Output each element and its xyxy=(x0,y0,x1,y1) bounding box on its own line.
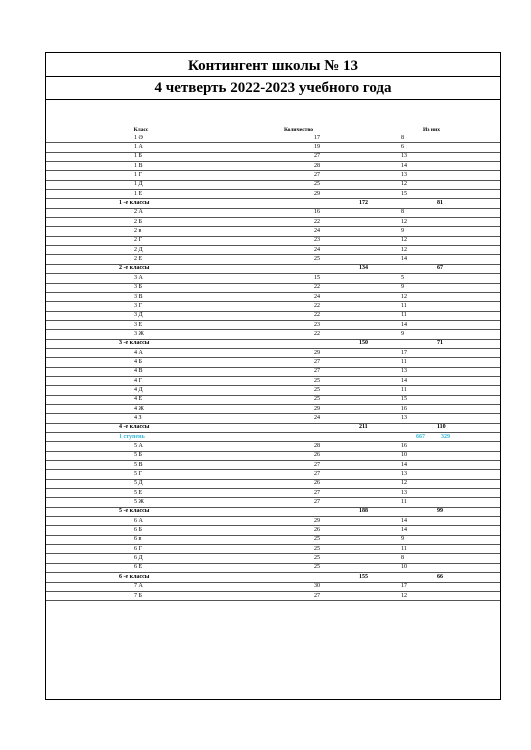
class-cell: 4 -е классы xyxy=(46,423,236,432)
count-cell: 16 xyxy=(236,208,361,217)
class-cell: 4 Б xyxy=(46,358,236,367)
table-row xyxy=(46,162,501,171)
class-cell: 4 Е xyxy=(46,395,236,404)
of-them-cell: 11 xyxy=(361,386,501,395)
count-cell: 27 xyxy=(236,591,361,600)
table-row xyxy=(46,554,501,563)
class-cell: 6 Г xyxy=(46,545,236,554)
header-count: Количество xyxy=(283,127,314,133)
count-cell: 27 xyxy=(236,498,361,507)
of-them-cell: 10 xyxy=(361,451,501,460)
of-them-cell: 12 xyxy=(361,180,501,189)
document-sheet xyxy=(45,52,501,700)
class-cell: 1 В xyxy=(46,162,236,171)
of-them-cell: 14 xyxy=(361,255,501,264)
table-header-row xyxy=(46,126,501,134)
of-them-cell: 17 xyxy=(361,582,501,591)
table-row xyxy=(46,152,501,161)
of-them-cell: 13 xyxy=(361,152,501,161)
count-cell: 23 xyxy=(236,236,361,245)
of-them-cell: 8 xyxy=(361,554,501,563)
table-row xyxy=(46,414,501,423)
class-cell: 1 Г xyxy=(46,171,236,180)
count-cell: 26 xyxy=(236,479,361,488)
of-them-cell: 12 xyxy=(361,292,501,301)
subtotal-row xyxy=(46,423,501,432)
of-them-cell: 12 xyxy=(361,236,501,245)
class-cell: 3 Ж xyxy=(46,330,236,339)
of-them-cell: 329 xyxy=(361,433,501,442)
of-them-cell: 67 xyxy=(361,264,501,273)
of-them-cell: 9 xyxy=(361,227,501,236)
class-cell: 5 В xyxy=(46,461,236,470)
class-cell: 1 Д xyxy=(46,180,236,189)
subtotal-row xyxy=(46,199,501,208)
of-them-cell: 99 xyxy=(361,507,501,516)
of-them-cell: 15 xyxy=(361,190,501,199)
of-them-cell: 81 xyxy=(361,199,501,208)
of-them-cell: 16 xyxy=(361,442,501,451)
class-cell: 1 А xyxy=(46,143,236,152)
count-cell: 24 xyxy=(236,227,361,236)
table-row xyxy=(46,180,501,189)
table-row xyxy=(46,283,501,292)
table-row xyxy=(46,451,501,460)
table-row xyxy=(46,255,501,264)
class-cell: 6 А xyxy=(46,517,236,526)
of-them-cell: 12 xyxy=(361,246,501,255)
count-cell: 19 xyxy=(236,143,361,152)
table-row xyxy=(46,208,501,217)
of-them-cell: 8 xyxy=(361,134,501,143)
of-them-cell: 12 xyxy=(361,479,501,488)
count-cell: 29 xyxy=(236,348,361,357)
of-them-cell: 14 xyxy=(361,376,501,385)
class-cell: 6 в xyxy=(46,535,236,544)
table-row xyxy=(46,517,501,526)
of-them-cell: 13 xyxy=(361,470,501,479)
count-cell: 27 xyxy=(236,461,361,470)
count-cell: 17 xyxy=(236,134,361,143)
count-cell: 188 xyxy=(236,507,361,516)
class-cell: 6 Б xyxy=(46,526,236,535)
header-class: Класс xyxy=(133,127,149,133)
count-cell: 25 xyxy=(236,545,361,554)
table-row xyxy=(46,236,501,245)
of-them-cell: 110 xyxy=(361,423,501,432)
table-row xyxy=(46,311,501,320)
document-title: Контингент школы № 13 xyxy=(187,58,359,74)
class-cell: 6 -е классы xyxy=(46,573,236,582)
class-cell: 5 Ж xyxy=(46,498,236,507)
class-cell: 4 А xyxy=(46,348,236,357)
table-row xyxy=(46,395,501,404)
of-them-cell: 13 xyxy=(361,367,501,376)
class-cell: 3 А xyxy=(46,274,236,283)
count-cell: 25 xyxy=(236,255,361,264)
count-cell: 28 xyxy=(236,442,361,451)
of-them-cell: 9 xyxy=(361,535,501,544)
class-cell: 2 Е xyxy=(46,255,236,264)
count-cell: 23 xyxy=(236,320,361,329)
table-row xyxy=(46,218,501,227)
title-divider xyxy=(46,76,500,77)
of-them-cell: 11 xyxy=(361,358,501,367)
table-row xyxy=(46,376,501,385)
class-cell: 3 -е классы xyxy=(46,339,236,348)
class-cell: 3 Б xyxy=(46,283,236,292)
count-cell: 22 xyxy=(236,218,361,227)
table-row xyxy=(46,292,501,301)
count-cell: 27 xyxy=(236,358,361,367)
table-row xyxy=(46,442,501,451)
subtotal-row xyxy=(46,339,501,348)
class-cell: 4 Д xyxy=(46,386,236,395)
table-row xyxy=(46,461,501,470)
of-them-cell: 14 xyxy=(361,320,501,329)
count-cell: 24 xyxy=(236,292,361,301)
table-row xyxy=(46,404,501,413)
class-cell: 1 ступень xyxy=(46,433,236,442)
count-cell: 24 xyxy=(236,246,361,255)
class-cell: 5 Г xyxy=(46,470,236,479)
count-cell: 27 xyxy=(236,470,361,479)
class-cell: 6 Д xyxy=(46,554,236,563)
class-cell: 1 -е классы xyxy=(46,199,236,208)
table-body xyxy=(46,134,501,601)
subtotal-row xyxy=(46,507,501,516)
class-cell: 5 Е xyxy=(46,489,236,498)
count-cell: 26 xyxy=(236,526,361,535)
count-cell: 25 xyxy=(236,554,361,563)
subtotal-row xyxy=(46,573,501,582)
table-row xyxy=(46,302,501,311)
table-row xyxy=(46,134,501,143)
class-cell: 5 Д xyxy=(46,479,236,488)
class-cell: 4 В xyxy=(46,367,236,376)
class-cell: 3 Д xyxy=(46,311,236,320)
count-cell: 25 xyxy=(236,563,361,572)
of-them-cell: 14 xyxy=(361,461,501,470)
table-row xyxy=(46,479,501,488)
count-cell: 150 xyxy=(236,339,361,348)
of-them-cell: 17 xyxy=(361,348,501,357)
of-them-cell: 11 xyxy=(361,302,501,311)
class-cell: 7 Б xyxy=(46,591,236,600)
of-them-cell: 13 xyxy=(361,414,501,423)
of-them-cell: 71 xyxy=(361,339,501,348)
count-cell: 24 xyxy=(236,414,361,423)
of-them-cell: 14 xyxy=(361,526,501,535)
count-cell: 29 xyxy=(236,190,361,199)
count-cell: 25 xyxy=(236,376,361,385)
of-them-cell: 13 xyxy=(361,171,501,180)
of-them-cell: 12 xyxy=(361,218,501,227)
class-cell: 1 Б xyxy=(46,152,236,161)
class-cell: 2 Г xyxy=(46,236,236,245)
table-row xyxy=(46,320,501,329)
count-cell: 25 xyxy=(236,395,361,404)
table-row xyxy=(46,386,501,395)
of-them-cell: 11 xyxy=(361,545,501,554)
document-subtitle: 4 четверть 2022-2023 учебного года xyxy=(154,80,392,96)
table-row xyxy=(46,489,501,498)
count-cell: 155 xyxy=(236,573,361,582)
count-cell: 211 xyxy=(236,423,361,432)
class-cell: 3 Е xyxy=(46,320,236,329)
class-cell: 3 В xyxy=(46,292,236,301)
class-cell: 6 Е xyxy=(46,563,236,572)
of-them-cell: 8 xyxy=(361,208,501,217)
table-row xyxy=(46,171,501,180)
class-cell: 2 -е классы xyxy=(46,264,236,273)
count-cell: 134 xyxy=(236,264,361,273)
class-cell: 4 Ж xyxy=(46,404,236,413)
class-cell: 5 А xyxy=(46,442,236,451)
count-cell: 28 xyxy=(236,162,361,171)
table-row xyxy=(46,591,501,600)
of-them-cell: 6 xyxy=(361,143,501,152)
class-cell: 7 А xyxy=(46,582,236,591)
count-cell: 667 xyxy=(236,433,361,442)
header-of-them: Из них xyxy=(423,127,440,133)
table-row xyxy=(46,330,501,339)
count-cell: 29 xyxy=(236,517,361,526)
class-cell: 2 А xyxy=(46,208,236,217)
of-them-cell: 5 xyxy=(361,274,501,283)
count-cell: 27 xyxy=(236,152,361,161)
of-them-cell: 13 xyxy=(361,489,501,498)
class-cell: 1 Е xyxy=(46,190,236,199)
count-cell: 25 xyxy=(236,386,361,395)
table-row xyxy=(46,246,501,255)
count-cell: 27 xyxy=(236,367,361,376)
count-cell: 22 xyxy=(236,311,361,320)
of-them-cell: 12 xyxy=(361,591,501,600)
class-cell: 5 -е классы xyxy=(46,507,236,516)
count-cell: 25 xyxy=(236,180,361,189)
table-row xyxy=(46,545,501,554)
table-row xyxy=(46,227,501,236)
subtotal-row xyxy=(46,264,501,273)
of-them-cell: 15 xyxy=(361,395,501,404)
table-row xyxy=(46,535,501,544)
of-them-cell: 10 xyxy=(361,563,501,572)
class-cell: 4 З xyxy=(46,414,236,423)
count-cell: 25 xyxy=(236,535,361,544)
of-them-cell: 9 xyxy=(361,283,501,292)
count-cell: 22 xyxy=(236,302,361,311)
of-them-cell: 14 xyxy=(361,517,501,526)
of-them-cell: 14 xyxy=(361,162,501,171)
count-cell: 26 xyxy=(236,451,361,460)
of-them-cell: 16 xyxy=(361,404,501,413)
class-cell: 2 Б xyxy=(46,218,236,227)
table-row xyxy=(46,143,501,152)
count-cell: 29 xyxy=(236,404,361,413)
title-block xyxy=(46,53,500,100)
stage-total-row xyxy=(46,433,501,442)
count-cell: 27 xyxy=(236,171,361,180)
count-cell: 22 xyxy=(236,330,361,339)
class-cell: 1 Ә xyxy=(46,134,236,143)
class-cell: 5 Б xyxy=(46,451,236,460)
count-cell: 172 xyxy=(236,199,361,208)
table-row xyxy=(46,526,501,535)
table-row xyxy=(46,274,501,283)
table-row xyxy=(46,190,501,199)
count-cell: 30 xyxy=(236,582,361,591)
table-row xyxy=(46,358,501,367)
class-cell: 2 в xyxy=(46,227,236,236)
count-cell: 15 xyxy=(236,274,361,283)
table-row xyxy=(46,367,501,376)
class-cell: 4 Г xyxy=(46,376,236,385)
of-them-cell: 9 xyxy=(361,330,501,339)
contingent-table xyxy=(46,126,501,601)
of-them-cell: 66 xyxy=(361,573,501,582)
table-row xyxy=(46,582,501,591)
table-row xyxy=(46,470,501,479)
table-row xyxy=(46,563,501,572)
of-them-cell: 11 xyxy=(361,498,501,507)
count-cell: 27 xyxy=(236,489,361,498)
of-them-cell: 11 xyxy=(361,311,501,320)
class-cell: 3 Г xyxy=(46,302,236,311)
count-cell: 22 xyxy=(236,283,361,292)
table-row xyxy=(46,348,501,357)
class-cell: 2 Д xyxy=(46,246,236,255)
table-row xyxy=(46,498,501,507)
